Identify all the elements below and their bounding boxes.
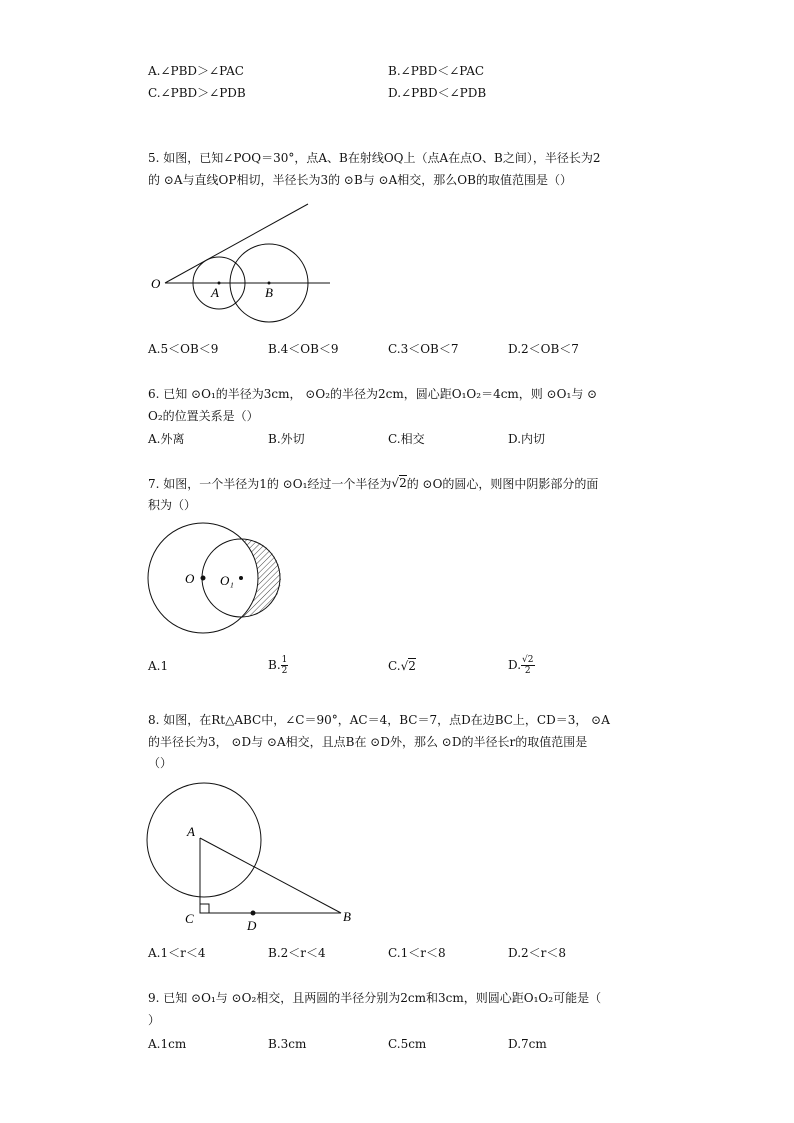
q4-option-a: A.∠PBD＞∠PAC: [148, 64, 244, 78]
q7-option-d-fraction: [521, 655, 534, 676]
q4-option-b: B.∠PBD＜∠PAC: [388, 64, 485, 78]
q7-option-c-radicand: 2: [408, 659, 416, 673]
q8-option-c: C.1＜r＜8: [388, 946, 446, 960]
q8-figure: [140, 778, 360, 936]
q7-option-d-radicand: 2: [527, 655, 534, 665]
q8-side-ab: [200, 838, 341, 913]
q5-figure: [140, 196, 350, 330]
q7-text-line1: [148, 476, 598, 492]
q7-option-d-prefix: D.: [508, 658, 522, 672]
q9-text-line2: ）: [148, 1013, 161, 1027]
q7-option-a: A.1: [148, 659, 169, 673]
q7-label-o: O: [185, 571, 195, 586]
q7-option-b-numerator: 1: [281, 655, 288, 665]
q8-option-d: D.2＜r＜8: [508, 946, 567, 960]
q8-point-d: [251, 911, 256, 916]
q7-label-o1: O₁: [220, 573, 234, 588]
q7-option-d: [508, 655, 535, 676]
q7-sqrt-value: 2: [399, 476, 407, 490]
q7-figure: [140, 516, 290, 640]
q7-center-o1: [239, 576, 243, 580]
q9-option-b: B.3cm: [268, 1037, 307, 1051]
q7-option-b-denominator: 2: [281, 666, 288, 676]
q5-text-line1: 5. 如图，已知∠POQ＝30°，点A、B在射线OQ上（点A在点O、B之间），半径长为2: [148, 151, 601, 165]
q7-option-c-sqrt: √2: [400, 659, 416, 673]
q8-option-b: B.2＜r＜4: [268, 946, 326, 960]
q5-option-d: D.2＜OB＜7: [508, 342, 579, 356]
q7-option-c: [388, 658, 416, 674]
q8-label-d: D: [247, 918, 257, 933]
q9-text-line1: 9. 已知 ⊙O₁与 ⊙O₂相交，且两圆的半径分别为2cm和3cm，则圆心距O₁O₂可能是（: [148, 991, 602, 1005]
q8-text-line2: 的半径长为3， ⊙D与 ⊙A相交，且点B在 ⊙D外，那么 ⊙D的半径长r的取值范围是: [148, 735, 588, 749]
q8-label-a: A: [187, 824, 195, 839]
q5-option-a: A.5＜OB＜9: [148, 342, 219, 356]
q7-option-c-prefix: C.: [388, 659, 401, 673]
q5-label-b: B: [265, 285, 273, 300]
q7-center-o: [201, 576, 206, 581]
q7-text-line2: 积为（）: [148, 498, 197, 512]
q5-label-o: O: [151, 276, 161, 291]
q5-text-line2: 的 ⊙A与直线OP相切，半径长为3的 ⊙B与 ⊙A相交，那么OB的取值范围是（）: [148, 173, 572, 187]
q7-shaded-region: [242, 539, 282, 618]
q6-option-b: B.外切: [268, 432, 305, 446]
q7-option-b-fraction: [281, 655, 289, 676]
q8-label-b: B: [343, 909, 351, 924]
q6-option-c: C.相交: [388, 432, 425, 446]
q4-option-c: C.∠PBD＞∠PDB: [148, 86, 246, 100]
q8-text-line1: 8. 如图，在Rt△ABC中，∠C＝90°，AC＝4，BC＝7，点D在边BC上，CD＝3， ⊙A: [148, 713, 610, 727]
q8-label-c: C: [185, 911, 194, 926]
q8-right-angle-mark: [200, 904, 209, 913]
q6-text-line2: O₂的位置关系是（）: [148, 409, 259, 423]
q6-text-line1: 6. 已知 ⊙O₁的半径为3cm， ⊙O₂的半径为2cm，圆心距O₁O₂＝4cm，则 ⊙O₁与 ⊙: [148, 387, 598, 401]
q4-option-d: D.∠PBD＜∠PDB: [388, 86, 487, 100]
q7-text-pre: 7. 如图，一个半径为1的 ⊙O₁经过一个半径为: [148, 477, 392, 491]
q9-option-c: C.5cm: [388, 1037, 427, 1051]
q5-option-b: B.4＜OB＜9: [268, 342, 339, 356]
q5-option-c: C.3＜OB＜7: [388, 342, 459, 356]
q9-option-a: A.1cm: [148, 1037, 187, 1051]
q7-option-d-numerator: √2: [522, 655, 534, 665]
q6-option-a: A.外离: [148, 432, 185, 446]
q7-option-d-denominator: 2: [524, 666, 531, 676]
q7-sqrt-sign: √2: [391, 476, 407, 490]
q9-option-d: D.7cm: [508, 1037, 547, 1051]
q6-option-d: D.内切: [508, 432, 546, 446]
q7-text-post: 的 ⊙O的圆心，则图中阴影部分的面: [406, 477, 599, 491]
q7-option-b-prefix: B.: [268, 658, 281, 672]
q5-ray-op: [165, 204, 308, 283]
q8-text-line3: （）: [148, 756, 173, 770]
q7-option-b: [268, 655, 288, 676]
q5-label-a: A: [211, 285, 219, 300]
q8-option-a: A.1＜r＜4: [148, 946, 206, 960]
